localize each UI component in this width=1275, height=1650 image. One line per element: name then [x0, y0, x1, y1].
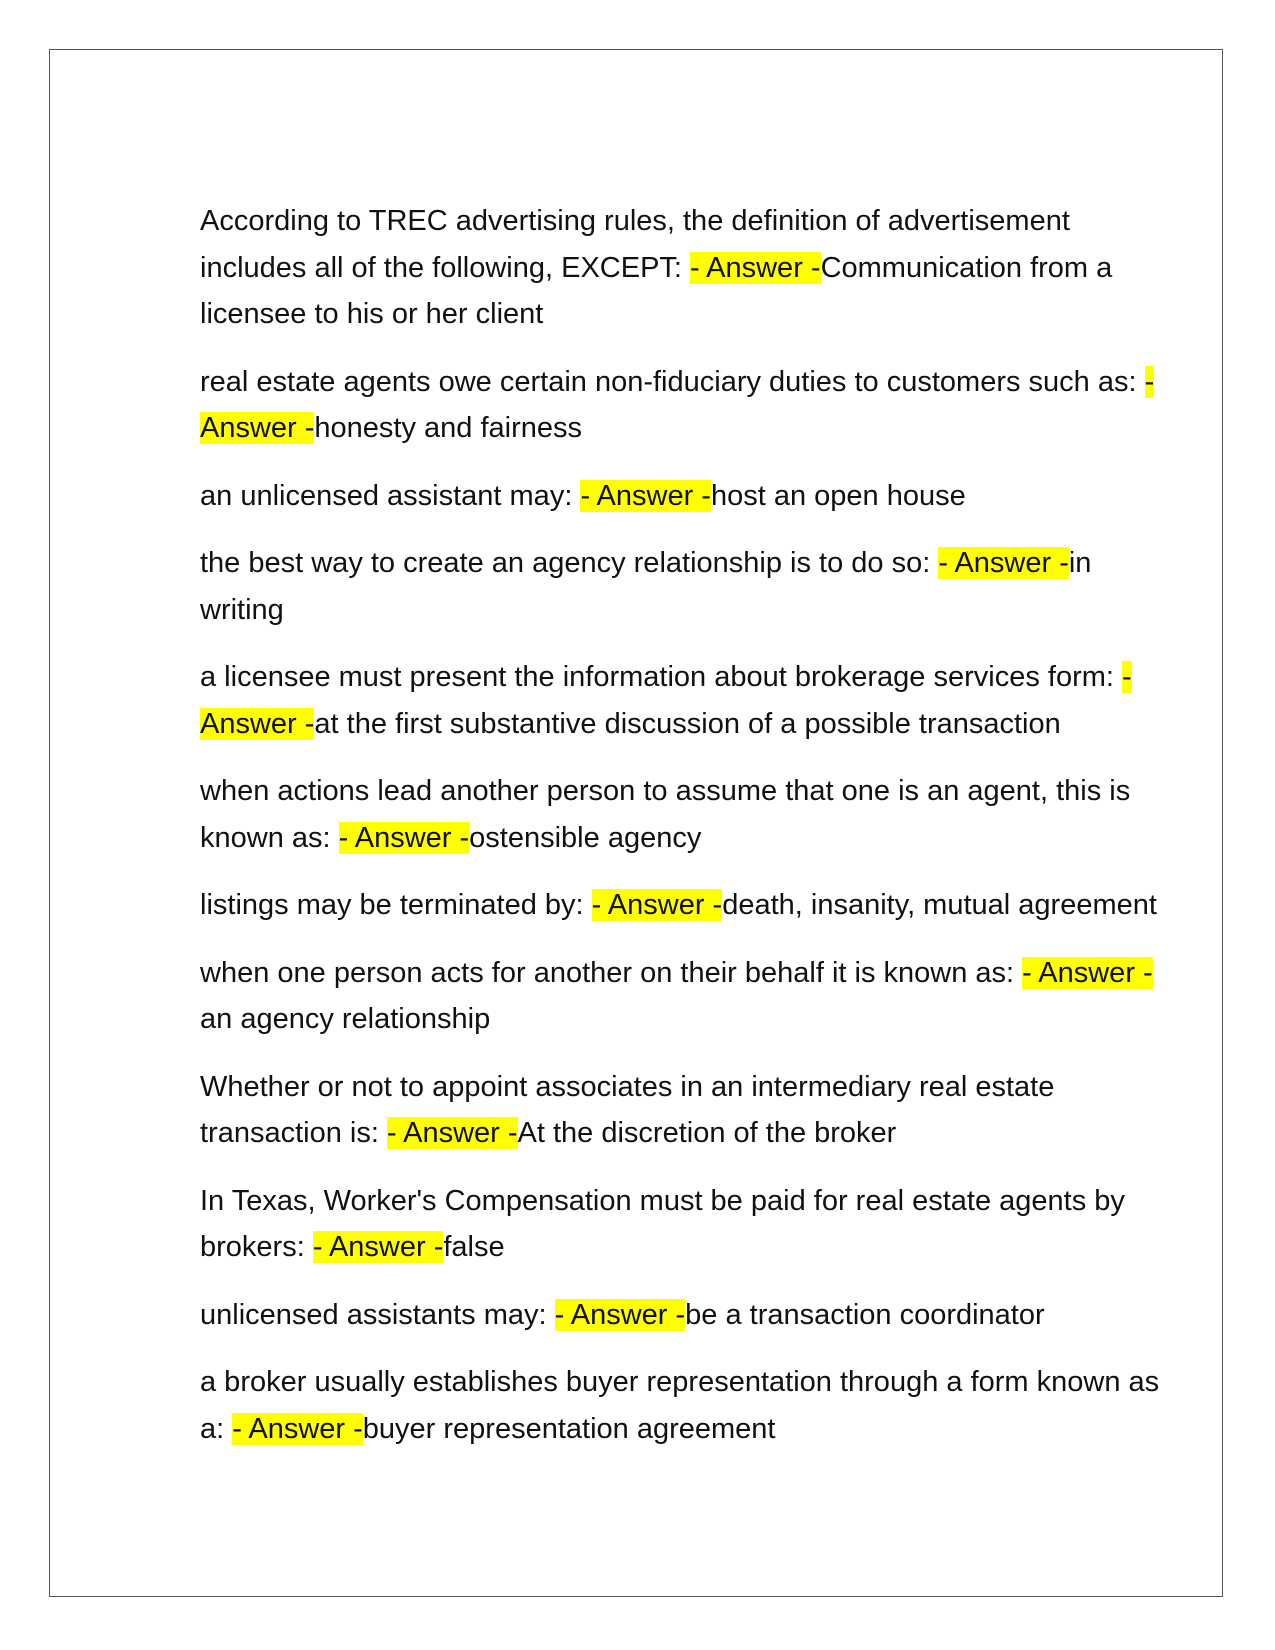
answer-text: ostensible agency — [469, 821, 702, 854]
question-text: when one person acts for another on their behalf it is known as: — [200, 956, 1023, 989]
qa-item — [200, 198, 1180, 338]
question-text: when actions lead another person to assume that one is an agent, this is known as: — [200, 775, 1131, 854]
answer-marker: - Answer - — [232, 1412, 363, 1445]
answer-text: host an open house — [710, 479, 966, 512]
qa-item — [200, 768, 1180, 861]
answer-marker: - Answer - — [938, 547, 1069, 579]
answer-text: death, insanity, mutual agreement — [722, 889, 1157, 921]
answer-text: honesty and fairness — [314, 412, 583, 444]
answer-text: at the first substantive discussion of a possible transaction — [314, 707, 1061, 740]
question-text: an unlicensed assistant may: — [200, 479, 581, 512]
answer-marker: - Answer - — [200, 661, 1132, 740]
page — [49, 49, 1223, 1597]
qa-item — [200, 359, 1180, 452]
qa-item — [200, 1064, 1180, 1157]
answer-text: in writing — [200, 547, 1092, 626]
answer-text: false — [443, 1231, 505, 1263]
question-text: the best way to create an agency relationship is to do so: — [200, 547, 939, 579]
question-text: a licensee must present the information about brokerage services form: — [200, 661, 1123, 693]
qa-item — [200, 540, 1180, 633]
answer-text: buyer representation agreement — [362, 1412, 776, 1445]
answer-marker: - Answer - — [338, 821, 470, 854]
answer-marker: - Answer - — [1022, 956, 1153, 989]
answer-marker: - Answer - — [554, 1298, 686, 1331]
answer-text: At the discretion of the broker — [517, 1117, 897, 1149]
qa-item — [200, 1292, 1180, 1339]
qa-item — [200, 473, 1180, 520]
qa-item — [200, 654, 1180, 747]
question-text: listings may be terminated by: — [200, 889, 592, 921]
answer-marker: - Answer - — [312, 1231, 444, 1263]
answer-marker: - Answer - — [580, 479, 711, 512]
answer-text: Communication from a licensee to his or her client — [200, 251, 1113, 330]
document-body — [200, 198, 1180, 1473]
answer-marker: - Answer - — [386, 1117, 518, 1149]
qa-item — [200, 1178, 1180, 1271]
question-text: a broker usually establishes buyer representation through a form known as a: — [200, 1366, 1160, 1445]
question-text: real estate agents owe certain non-fiduciary duties to customers such as: — [200, 365, 1145, 398]
qa-item — [200, 1359, 1180, 1452]
answer-marker: - Answer - — [690, 251, 821, 284]
answer-text: an agency relationship — [200, 1003, 491, 1035]
answer-marker: - Answer - — [591, 889, 723, 921]
question-text: According to TREC advertising rules, the definition of advertisement includes all of the following, EXCEPT: — [200, 205, 1070, 284]
qa-item — [200, 950, 1180, 1043]
question-text: Whether or not to appoint associates in an intermediary real estate transaction is: — [200, 1070, 1055, 1149]
qa-item — [200, 882, 1180, 929]
question-text: unlicensed assistants may: — [200, 1298, 555, 1331]
answer-marker: - Answer - — [200, 365, 1155, 444]
answer-text: be a transaction coordinator — [685, 1298, 1045, 1331]
question-text: In Texas, Worker's Compensation must be paid for real estate agents by brokers: — [200, 1184, 1125, 1263]
